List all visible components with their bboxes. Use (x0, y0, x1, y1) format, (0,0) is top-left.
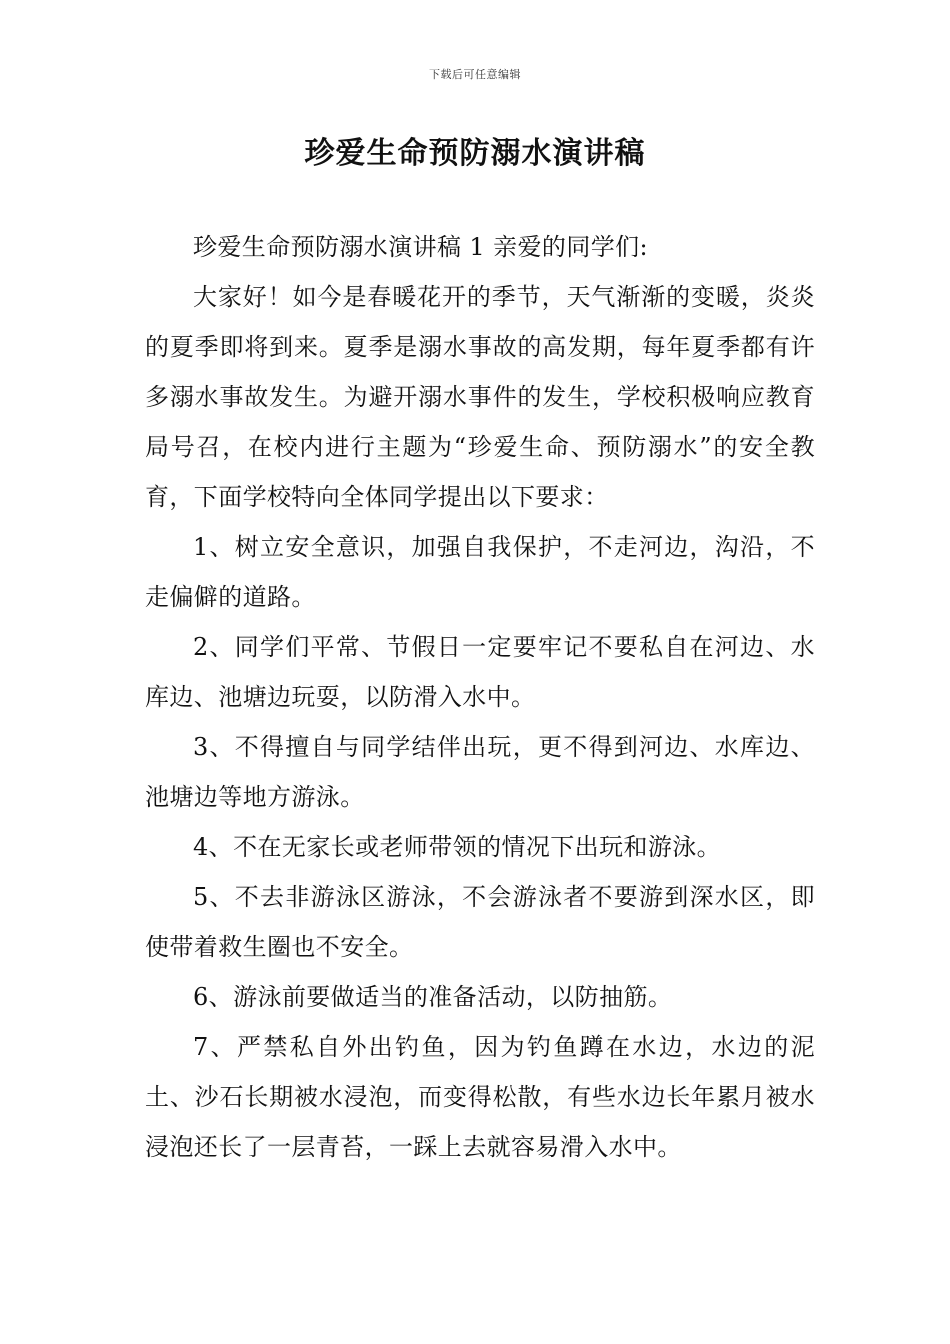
paragraph-item-3: 3、不得擅自与同学结伴出玩，更不得到河边、水库边、池塘边等地方游泳。 (145, 733, 815, 811)
paragraph-item-2: 2、同学们平常、节假日一定要牢记不要私自在河边、水库边、池塘边玩耍，以防滑入水中。 (145, 633, 815, 711)
paragraph-greeting: 珍爱生命预防溺水演讲稿 1 亲爱的同学们: (193, 233, 649, 261)
paragraph-item-6: 6、游泳前要做适当的准备活动，以防抽筋。 (193, 983, 673, 1011)
document-body (145, 222, 815, 1172)
paragraph-item-1: 1、树立安全意识，加强自我保护，不走河边，沟沿，不走偏僻的道路。 (145, 533, 815, 611)
header-note: 下载后可任意编辑 (429, 68, 521, 81)
paragraph-item-4: 4、不在无家长或老师带领的情况下出玩和游泳。 (193, 833, 722, 861)
document-title: 珍爱生命预防溺水演讲稿 (304, 136, 646, 171)
paragraph-intro: 大家好！如今是春暖花开的季节，天气渐渐的变暖，炎炎的夏季即将到来。夏季是溺水事故的高发期，每年夏季都有许多溺水事故发生。为避开溺水事件的发生，学校积极响应教育局号召，在校内进行主题为“珍爱生命、预防溺水”的安全教育，下面学校特向全体同学提出以下要求： (145, 283, 815, 511)
paragraph-item-5: 5、不去非游泳区游泳，不会游泳者不要游到深水区，即使带着救生圈也不安全。 (145, 883, 815, 961)
paragraph-item-7: 7、严禁私自外出钓鱼，因为钓鱼蹲在水边，水边的泥土、沙石长期被水浸泡，而变得松散，有些水边长年累月被水浸泡还长了一层青苔，一踩上去就容易滑入水中。 (145, 1033, 815, 1161)
